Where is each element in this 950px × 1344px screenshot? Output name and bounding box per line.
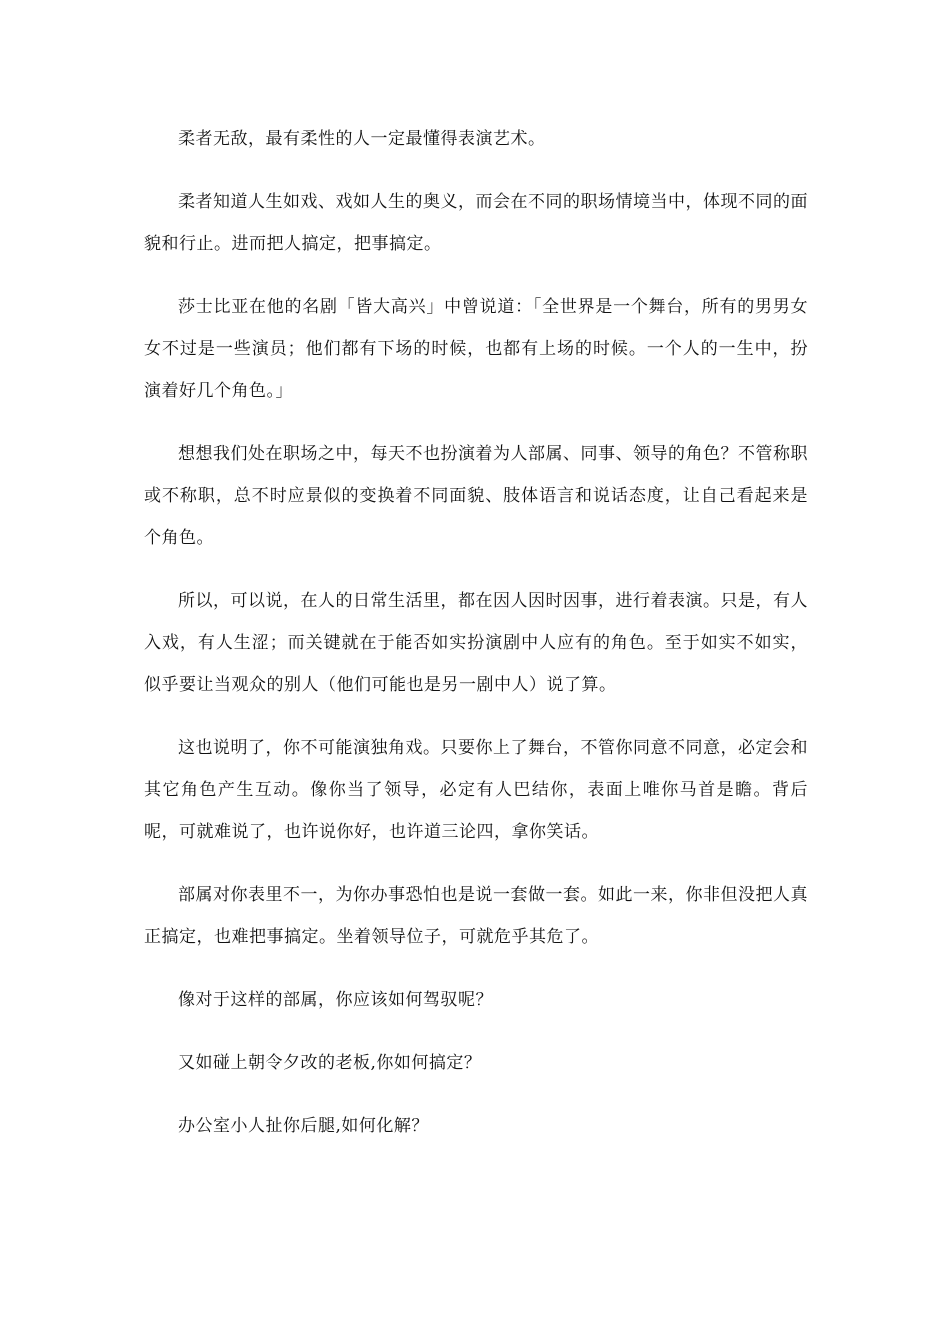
paragraph: 这也说明了，你不可能演独角戏。只要你上了舞台，不管你同意不同意，必定会和其它角色产生互动。像你当了领导，必定有人巴结你，表面上唯你马首是瞻。背后呢，可就难说了，也许说你好，也许道三论四，拿你笑话。 bbox=[144, 738, 808, 842]
paragraph: 柔者无敌，最有柔性的人一定最懂得表演艺术。 bbox=[178, 129, 546, 149]
paragraph: 又如碰上朝令夕改的老板,你如何搞定？ bbox=[178, 1053, 482, 1073]
paragraph: 所以，可以说，在人的日常生活里，都在因人因时因事，进行着表演。只是，有人入戏，有人生涩；而关键就在于能否如实扮演剧中人应有的角色。至于如实不如实，似乎要让当观众的别人（他们可能也是另一剧中人）说了算。 bbox=[144, 591, 808, 695]
paragraph: 莎士比亚在他的名剧「皆大高兴」中曾说道：「全世界是一个舞台，所有的男男女女不过是一些演员；他们都有下场的时候，也都有上场的时候。一个人的一生中，扮演着好几个角色。」 bbox=[144, 297, 808, 401]
paragraph: 办公室小人扯你后腿,如何化解？ bbox=[178, 1116, 429, 1136]
paragraph: 部属对你表里不一，为你办事恐怕也是说一套做一套。如此一来，你非但没把人真正搞定，也难把事搞定。坐着领导位子，可就危乎其危了。 bbox=[144, 885, 808, 947]
paragraph: 像对于这样的部属，你应该如何驾驭呢？ bbox=[178, 990, 493, 1010]
paragraph: 想想我们处在职场之中，每天不也扮演着为人部属、同事、领导的角色？不管称职或不称职，总不时应景似的变换着不同面貌、肢体语言和说话态度，让自己看起来是个角色。 bbox=[144, 444, 808, 548]
document-body bbox=[144, 118, 808, 1168]
paragraph: 柔者知道人生如戏、戏如人生的奥义，而会在不同的职场情境当中，体现不同的面貌和行止。进而把人搞定，把事搞定。 bbox=[144, 192, 808, 254]
